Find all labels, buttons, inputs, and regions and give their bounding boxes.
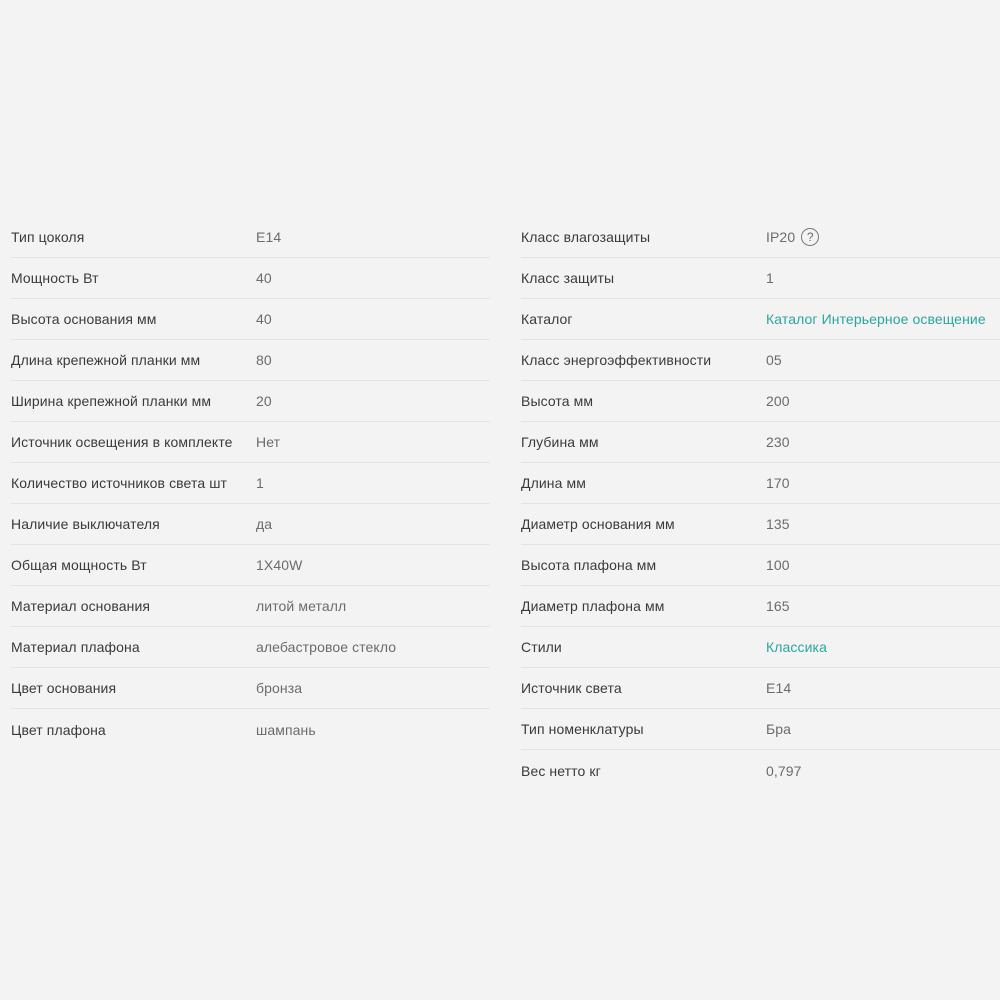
spec-row-switch xyxy=(11,504,490,545)
style-link[interactable]: Классика xyxy=(766,639,827,655)
spec-label: Класс защиты xyxy=(521,270,615,286)
spec-label: Ширина крепежной планки мм xyxy=(11,393,212,409)
spec-label: Диаметр плафона мм xyxy=(521,598,665,614)
spec-value: 40 xyxy=(256,270,272,286)
spec-label: Длина крепежной планки мм xyxy=(11,352,201,368)
spec-label: Цвет основания xyxy=(11,680,117,696)
spec-row-base-material xyxy=(11,586,490,627)
spec-row-bracket-length xyxy=(11,340,490,381)
spec-row-light-source-count xyxy=(11,463,490,504)
spec-label: Вес нетто кг xyxy=(521,762,601,779)
specs-column-right xyxy=(510,217,1000,791)
spec-label: Наличие выключателя xyxy=(11,516,160,532)
spec-label: Высота плафона мм xyxy=(521,557,657,573)
spec-row-total-power xyxy=(11,545,490,586)
spec-label: Мощность Вт xyxy=(11,270,99,286)
spec-value: 165 xyxy=(766,598,790,614)
help-icon[interactable]: ? xyxy=(801,228,819,246)
spec-value-text: IP20 xyxy=(766,229,796,245)
spec-row-shade-height xyxy=(521,545,1000,586)
spec-label: Стили xyxy=(521,639,562,655)
spec-value: 1 xyxy=(256,475,264,491)
spec-row-light-source xyxy=(521,668,1000,709)
spec-label: Класс влагозащиты xyxy=(521,229,651,245)
spec-row-base-color xyxy=(11,668,490,709)
spec-row-catalog xyxy=(521,299,1000,340)
spec-label: Материал плафона xyxy=(11,639,140,655)
spec-row-height xyxy=(521,381,1000,422)
spec-row-energy-class xyxy=(521,340,1000,381)
spec-label: Глубина мм xyxy=(521,434,599,450)
spec-value: шампань xyxy=(256,721,316,738)
spec-value: 20 xyxy=(256,393,272,409)
spec-label: Высота основания мм xyxy=(11,311,157,327)
spec-row-moisture-protection xyxy=(521,217,1000,258)
spec-value: 100 xyxy=(766,557,790,573)
spec-row-light-source-included xyxy=(11,422,490,463)
spec-row-styles xyxy=(521,627,1000,668)
spec-label: Материал основания xyxy=(11,598,151,614)
spec-label: Цвет плафона xyxy=(11,721,106,738)
spec-value: 200 xyxy=(766,393,790,409)
spec-value: алебастровое стекло xyxy=(256,639,397,655)
spec-row-nomenclature-type xyxy=(521,709,1000,750)
spec-value: 170 xyxy=(766,475,790,491)
spec-row-net-weight xyxy=(521,750,1000,791)
spec-label: Общая мощность Вт xyxy=(11,557,147,573)
spec-label: Класс энергоэффективности xyxy=(521,352,712,368)
specifications-table xyxy=(0,217,1000,791)
catalog-link[interactable]: Каталог Интерьерное освещение xyxy=(766,311,986,327)
spec-value xyxy=(766,228,819,246)
spec-row-socket-type xyxy=(11,217,490,258)
spec-value: бронза xyxy=(256,680,303,696)
spec-value: Нет xyxy=(256,434,281,450)
spec-row-power xyxy=(11,258,490,299)
spec-label: Высота мм xyxy=(521,393,594,409)
spec-value: 40 xyxy=(256,311,272,327)
spec-value: 0,797 xyxy=(766,762,802,779)
spec-value: 05 xyxy=(766,352,782,368)
spec-value: 80 xyxy=(256,352,272,368)
spec-value: 1 xyxy=(766,270,774,286)
spec-label: Каталог xyxy=(521,311,573,327)
spec-row-shade-diameter xyxy=(521,586,1000,627)
spec-value: 230 xyxy=(766,434,790,450)
spec-label: Диаметр основания мм xyxy=(521,516,675,532)
spec-label: Тип цоколя xyxy=(11,229,85,245)
spec-value: 1X40W xyxy=(256,557,303,573)
spec-row-shade-color xyxy=(11,709,490,750)
spec-row-base-diameter xyxy=(521,504,1000,545)
spec-row-shade-material xyxy=(11,627,490,668)
spec-value: E14 xyxy=(256,229,282,245)
specs-column-left xyxy=(0,217,490,791)
spec-value: Бра xyxy=(766,721,792,737)
spec-label: Количество источников света шт xyxy=(11,475,228,491)
spec-value: 135 xyxy=(766,516,790,532)
spec-row-base-height xyxy=(11,299,490,340)
spec-label: Источник света xyxy=(521,680,622,696)
spec-row-length xyxy=(521,463,1000,504)
spec-row-bracket-width xyxy=(11,381,490,422)
spec-label: Длина мм xyxy=(521,475,586,491)
spec-row-protection-class xyxy=(521,258,1000,299)
spec-value: литой металл xyxy=(256,598,347,614)
spec-label: Тип номенклатуры xyxy=(521,721,644,737)
spec-label: Источник освещения в комплекте xyxy=(11,434,233,450)
spec-value: E14 xyxy=(766,680,792,696)
spec-row-depth xyxy=(521,422,1000,463)
spec-value: да xyxy=(256,516,273,532)
